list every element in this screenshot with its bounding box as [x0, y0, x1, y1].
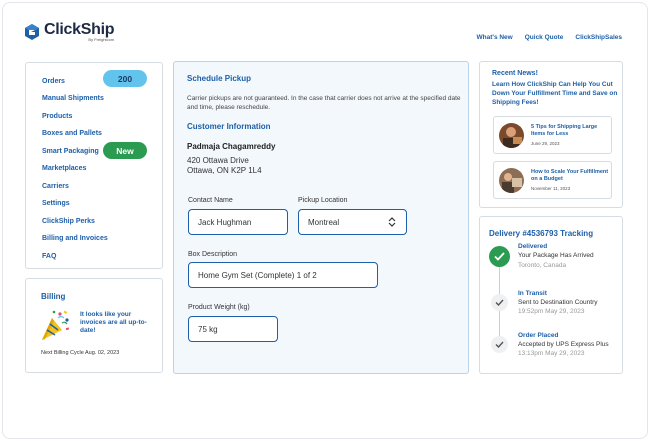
tracking-status-delivered: Delivered [518, 243, 548, 250]
delivered-check-icon [489, 246, 510, 267]
pickup-location-select[interactable] [298, 209, 407, 235]
quick-quote-link[interactable]: Quick Quote [524, 34, 564, 41]
tracking-status-order-placed: Order Placed [518, 332, 559, 339]
brand-name: ClickShip [44, 21, 115, 38]
tracking-meta-delivered: Toronto, Canada [518, 262, 567, 269]
clickship-logo[interactable] [24, 22, 114, 42]
clickship-sales-link[interactable]: ClickShipSales [575, 34, 622, 41]
in-transit-check-icon [491, 294, 508, 311]
contact-name-input[interactable]: Jack Hughman [188, 209, 288, 235]
recent-news-card [479, 61, 623, 208]
box-description-label: Box Description [188, 251, 238, 258]
whats-new-link[interactable]: What's New [476, 34, 513, 41]
box-description-input[interactable]: Home Gym Set (Complete) 1 of 2 [188, 262, 378, 288]
select-caret-icon [388, 217, 396, 227]
schedule-pickup-panel [173, 61, 469, 374]
article-title: How to Scale Your Fulfillment on a Budget [531, 169, 609, 182]
pickup-notice: Carrier pickups are not guaranteed. In the case that carrier does not arrive at the specified date and time, please reschedule. [187, 95, 461, 111]
pickup-location-value: Montreal [308, 217, 340, 227]
billing-cycle-date: Next Billing Cycle Aug. 02, 2023 [41, 350, 120, 356]
tracking-title: Delivery #4536793 Tracking [489, 229, 594, 238]
sidebar-item-carriers[interactable]: Carriers [42, 183, 69, 190]
address-line-2: Ottawa, ON K2P 1L4 [187, 166, 262, 175]
article-thumbnail [499, 123, 524, 148]
tracking-desc-in-transit: Sent to Destination Country [518, 299, 598, 306]
tracking-desc-order-placed: Accepted by UPS Express Plus [518, 341, 609, 348]
product-weight-input[interactable]: 75 kg [188, 316, 278, 342]
recent-news-description: Learn How ClickShip Can Help You Cut Down Your Fulfillment Time and Save on Shipping Fees! [492, 81, 618, 106]
article-thumbnail [499, 168, 524, 193]
billing-status-message: It looks like your invoices are all up-to-date! [80, 311, 147, 334]
sidebar-item-settings[interactable]: Settings [42, 200, 70, 207]
delivery-tracking-card [479, 216, 623, 374]
product-weight-label: Product Weight (kg) [188, 304, 250, 311]
tracking-meta-order-placed: 13:13pm May 29, 2023 [518, 350, 585, 357]
customer-information-title: Customer Information [187, 122, 271, 131]
clickship-logo-icon [24, 24, 40, 40]
contact-name-label: Contact Name [188, 197, 233, 204]
top-nav [477, 34, 622, 41]
party-popper-icon [40, 308, 72, 342]
tracking-status-in-transit: In Transit [518, 290, 547, 297]
pickup-location-label: Pickup Location [298, 197, 348, 204]
billing-card [25, 278, 163, 373]
sidebar-item-billing-invoices[interactable]: Billing and Invoices [42, 235, 108, 242]
sidebar-item-smart-packaging[interactable]: Smart Packaging [42, 148, 99, 155]
new-feature-badge: New [103, 142, 147, 159]
tracking-desc-delivered: Your Package Has Arrived [518, 252, 594, 259]
sidebar-item-marketplaces[interactable]: Marketplaces [42, 165, 87, 172]
customer-name: Padmaja Chagamreddy [187, 142, 276, 151]
schedule-pickup-title: Schedule Pickup [187, 74, 252, 83]
recent-news-heading: Recent News! [492, 70, 538, 77]
sidebar-item-manual-shipments[interactable]: Manual Shipments [42, 95, 104, 102]
address-line-1: 420 Ottawa Drive [187, 156, 249, 165]
sidebar-item-products[interactable]: Products [42, 113, 73, 120]
orders-count-badge: 200 [103, 70, 147, 87]
sidebar-item-faq[interactable]: FAQ [42, 253, 57, 260]
sidebar-item-orders[interactable]: Orders [42, 78, 65, 85]
sidebar-nav [25, 62, 163, 269]
article-date: November 11, 2023 [531, 186, 571, 191]
tracking-meta-in-transit: 19:52pm May 29, 2023 [518, 308, 585, 315]
article-title: 5 Tips for Shipping Large Items for Less [531, 124, 598, 137]
news-article-scale-fulfillment[interactable] [493, 161, 612, 199]
news-article-shipping-tips[interactable] [493, 116, 612, 154]
brand-byline: By Freightcom [88, 37, 115, 42]
article-date: June 29, 2023 [531, 141, 560, 146]
sidebar-item-boxes-pallets[interactable]: Boxes and Pallets [42, 130, 102, 137]
order-placed-check-icon [491, 336, 508, 353]
billing-title: Billing [41, 292, 66, 301]
customer-address [187, 156, 262, 176]
sidebar-item-clickship-perks[interactable]: ClickShip Perks [42, 218, 95, 225]
